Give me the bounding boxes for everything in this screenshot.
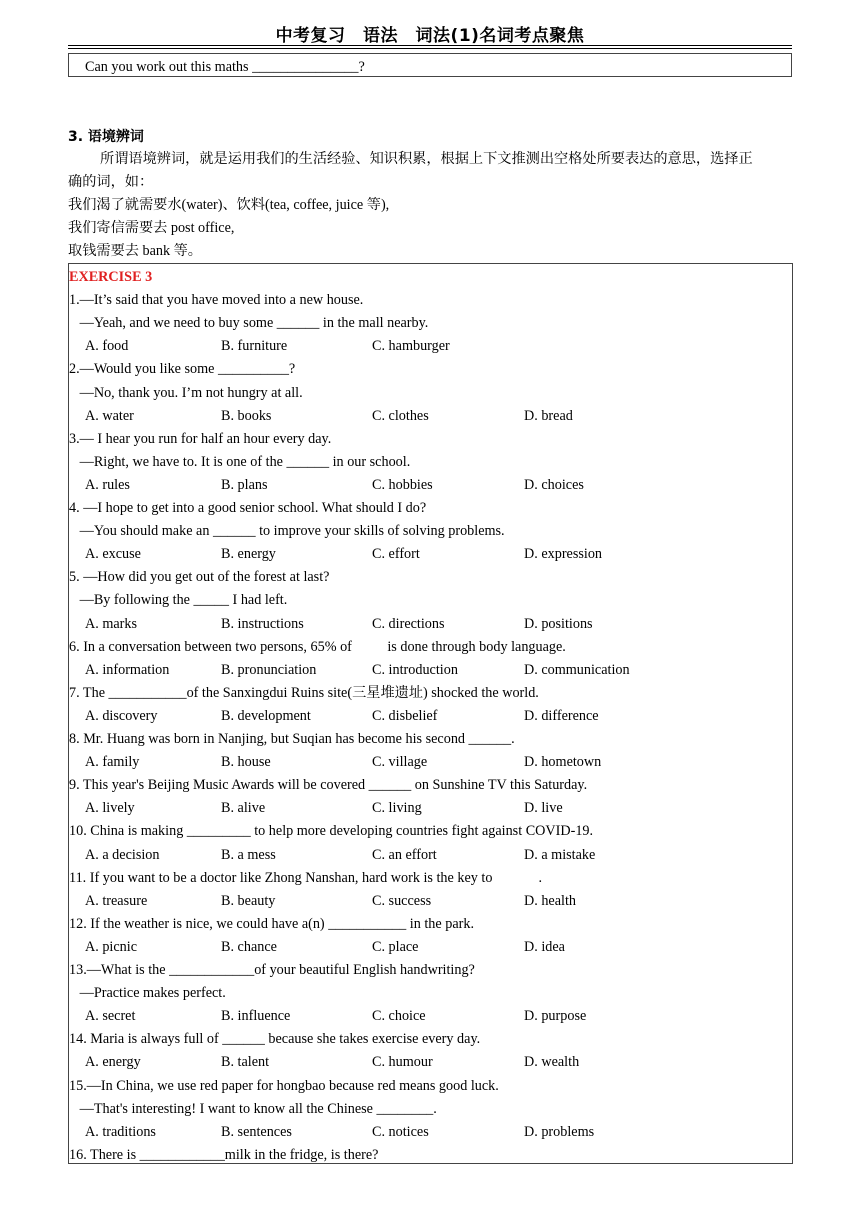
answer-option: B. house [221, 754, 271, 771]
question-line: —By following the _____ I had left. [69, 592, 288, 609]
answer-option: D. hometown [524, 754, 602, 771]
exercise-box [68, 263, 793, 1164]
answer-option: B. instructions [221, 615, 304, 632]
answer-option: C. hamburger [372, 338, 450, 355]
answer-option: B. development [221, 707, 311, 724]
answer-option: A. rules [85, 476, 130, 493]
answer-option: D. expression [524, 546, 603, 563]
answer-option: D. difference [524, 707, 599, 724]
question-line: 4. —I hope to get into a good senior school. What should I do? [69, 500, 427, 516]
question-line: 8. Mr. Huang was born in Nanjing, but Suqian has become his second ______. [69, 731, 515, 747]
question-line: 1.—It’s said that you have moved into a new house. [69, 292, 364, 309]
answer-option: D. health [524, 892, 577, 909]
answer-option: A. food [85, 338, 129, 355]
answer-option: C. an effort [372, 846, 437, 863]
answer-option: A. water [85, 407, 134, 424]
answer-option: C. directions [372, 615, 445, 632]
answer-option: A. information [85, 661, 170, 678]
answer-option: D. bread [524, 407, 573, 424]
page-header-title: 中考复习 语法 词法(1)名词考点聚焦 [275, 26, 585, 46]
answer-option: A. lively [85, 800, 135, 817]
header-rule-bottom [68, 48, 792, 49]
answer-option: C. village [372, 754, 428, 771]
answer-option: B. chance [221, 938, 277, 955]
answer-option: A. traditions [85, 1123, 156, 1140]
answer-option: D. purpose [524, 1008, 587, 1025]
exercise-title: EXERCISE 3 [69, 269, 153, 285]
question-line: 7. The ___________of the Sanxingdui Ruins site(三星堆遗址) shocked the world. [69, 684, 539, 701]
answer-option: A. picnic [85, 938, 138, 955]
answer-option: A. family [85, 754, 140, 771]
answer-option: B. sentences [221, 1123, 292, 1140]
answer-option: C. disbelief [372, 707, 438, 724]
answer-option: B. furniture [221, 338, 288, 355]
answer-option: C. notices [372, 1123, 429, 1140]
answer-option: B. plans [221, 476, 268, 493]
previous-question-line: Can you work out this maths _______________? [85, 59, 365, 75]
answer-option: D. communication [524, 661, 630, 678]
example-line-water: 我们渴了就需要水(water)、饮料(tea, coffee, juice 等), [68, 197, 390, 213]
answer-option: D. wealth [524, 1054, 580, 1071]
question-line: 10. China is making _________ to help more developing countries fight against COVID-19. [69, 823, 594, 840]
answer-option: C. living [372, 800, 422, 817]
answer-option: B. beauty [221, 892, 276, 909]
answer-option: C. clothes [372, 407, 429, 424]
question-line: 14. Maria is always full of ______ because she takes exercise every day. [69, 1031, 481, 1048]
question-line: 9. This year's Beijing Music Awards will be covered ______ on Sunshine TV this Saturday. [69, 777, 588, 794]
answer-option: B. influence [221, 1008, 291, 1025]
answer-option: D. problems [524, 1123, 595, 1140]
answer-option: B. energy [221, 546, 276, 563]
answer-option: C. success [372, 892, 432, 909]
question-line: 16. There is ____________milk in the fridge, is there? [69, 1146, 379, 1163]
question-line: 5. —How did you get out of the forest at last? [69, 569, 330, 586]
question-line: —Right, we have to. It is one of the ______ in our school. [69, 453, 411, 470]
example-line-bank: 取钱需要去 bank 等。 [68, 243, 202, 259]
question-line: —That's interesting! I want to know all the Chinese ________. [69, 1100, 437, 1117]
question-line: —No, thank you. I’m not hungry at all. [69, 384, 303, 401]
answer-option: B. alive [221, 800, 266, 817]
answer-option: A. a decision [85, 846, 160, 863]
question-line: 6. In a conversation between two persons, 65% of is done through body language. [69, 638, 566, 655]
answer-option: B. pronunciation [221, 661, 317, 678]
answer-option: A. treasure [85, 892, 148, 909]
answer-option: C. humour [372, 1054, 433, 1071]
question-line: 13.—What is the ____________of your beautiful English handwriting? [69, 962, 475, 978]
answer-option: C. place [372, 938, 419, 955]
answer-option: C. choice [372, 1008, 426, 1025]
example-line-post: 我们寄信需要去 post office, [68, 220, 235, 236]
answer-option: D. a mistake [524, 846, 596, 863]
answer-option: A. marks [85, 615, 138, 632]
answer-option: D. positions [524, 615, 593, 632]
section-intro: 所谓语境辨词，就是运用我们的生活经验、知识积累，根据上下文推测出空格处所要表达的意思，选择正 [100, 151, 753, 167]
section-intro-cont: 确的词，如： [68, 174, 154, 190]
answer-option: D. idea [524, 938, 565, 955]
previous-exercise-box [68, 53, 792, 77]
question-line: —Yeah, and we need to buy some ______ in the mall nearby. [69, 315, 429, 332]
answer-option: A. discovery [85, 707, 158, 724]
answer-option: C. hobbies [372, 476, 433, 493]
answer-option: B. talent [221, 1054, 270, 1071]
answer-option: C. effort [372, 546, 420, 563]
question-line: —Practice makes perfect. [69, 985, 226, 1002]
answer-option: A. secret [85, 1008, 136, 1025]
answer-option: D. live [524, 800, 563, 817]
question-line: 11. If you want to be a doctor like Zhong Nanshan, hard work is the key to . [69, 869, 543, 886]
answer-option: A. energy [85, 1054, 141, 1071]
answer-option: B. a mess [221, 846, 276, 863]
section-title: 3. 语境辨词 [68, 129, 144, 145]
question-line: 3.— I hear you run for half an hour every day. [69, 430, 332, 447]
answer-option: C. introduction [372, 661, 458, 678]
question-line: —You should make an ______ to improve your skills of solving problems. [69, 523, 505, 540]
answer-option: B. books [221, 407, 272, 424]
question-line: 2.—Would you like some __________? [69, 361, 296, 378]
answer-option: A. excuse [85, 546, 141, 563]
question-line: 15.—In China, we use red paper for hongbao because red means good luck. [69, 1077, 499, 1094]
question-line: 12. If the weather is nice, we could have a(n) ___________ in the park. [69, 915, 475, 932]
answer-option: D. choices [524, 476, 584, 493]
header-rule-top [68, 45, 792, 46]
